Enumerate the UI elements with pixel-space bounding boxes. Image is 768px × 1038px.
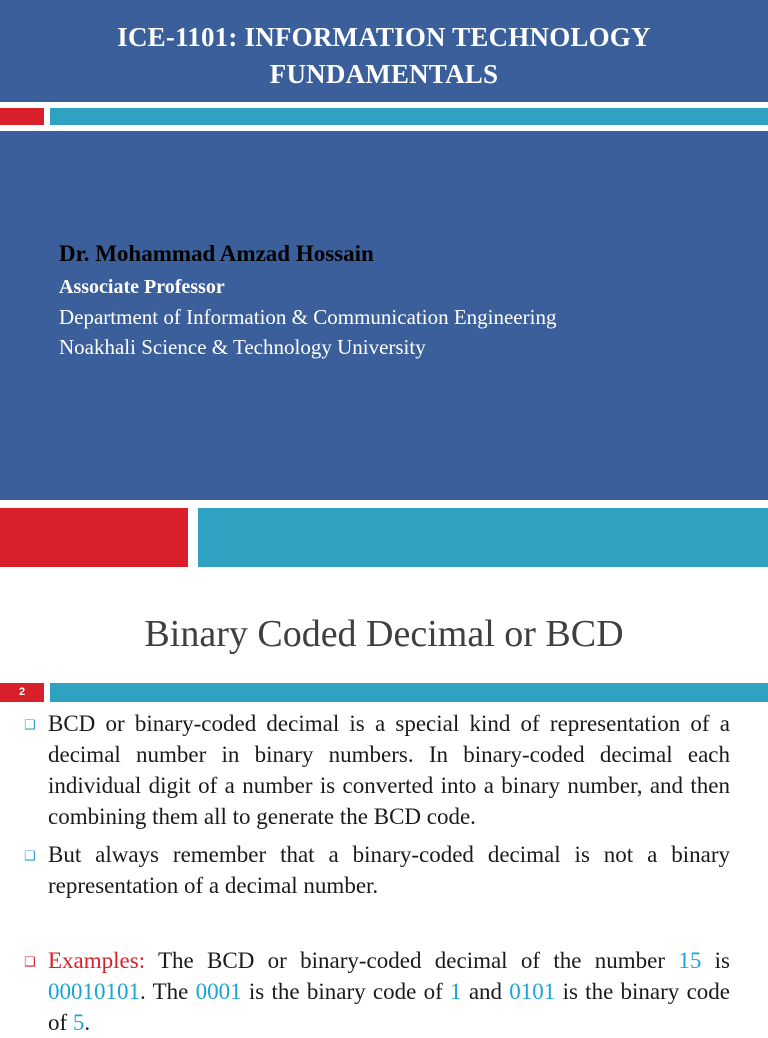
author-name: Dr. Mohammad Amzad Hossain [59,241,374,266]
hollow-square-bullet-icon: ❑ [24,955,36,970]
teal-footer-block [198,508,768,567]
teal-accent-bar [50,108,768,125]
examples-label: Examples: [48,948,146,973]
examples-text: is the binary code of [48,979,730,1035]
slide-2 [0,570,768,1035]
red-accent-bar [0,108,44,125]
hollow-square-bullet-icon: ❑ [24,718,36,733]
teal-divider-bar [50,683,768,702]
examples-text: . The [140,979,196,1004]
hollow-square-bullet-icon: ❑ [24,849,36,864]
red-footer-block [0,508,188,567]
author-university: Noakhali Science & Technology University [59,335,426,359]
example-value: 1 [450,979,462,1004]
example-value: 0001 [195,979,242,1004]
course-title-line-2: FUNDAMENTALS [269,59,499,89]
author-panel [0,131,768,500]
example-value: 5 [72,1010,85,1035]
example-value: 15 [678,948,702,973]
examples-text: and [461,979,510,1004]
slide-title-header [0,0,768,102]
examples-text: is the binary code of [241,979,451,1004]
course-title-line-1: ICE-1101: INFORMATION TECHNOLOGY [117,22,651,52]
slide-heading: Binary Coded Decimal or BCD [144,613,624,655]
author-department: Department of Information & Communication Engineering [59,305,557,329]
example-value: 0101 [509,979,556,1004]
examples-text: is [701,948,730,973]
author-role: Associate Professor [59,276,225,298]
bcd-note-paragraph: But always remember that a binary-coded decimal is not a binary representation of a decimal number. [48,842,730,898]
examples-text: The BCD or binary-coded decimal of the number [145,948,679,973]
bcd-examples-paragraph [48,945,730,1038]
bcd-definition-paragraph: BCD or binary-coded decimal is a special kind of representation of a decimal number in binary numbers. In binary-coded decimal each individual digit of a number is converted into a binary number, and then combining them all to generate the BCD code. [48,711,730,829]
examples-text: . [84,1010,91,1035]
example-value: 00010101 [48,979,140,1004]
slide-number-badge: 2 [0,683,44,702]
